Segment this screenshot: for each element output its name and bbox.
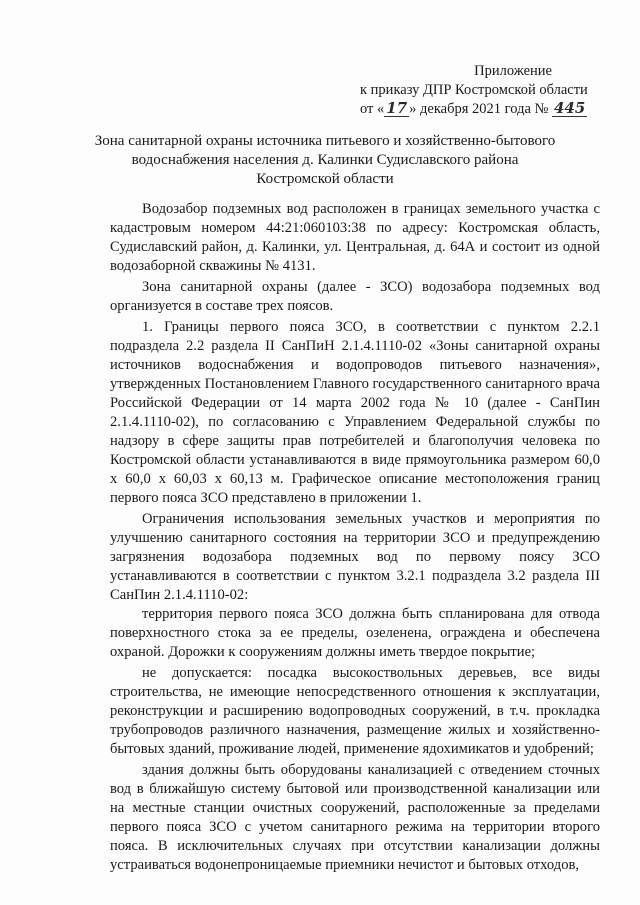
title-line-1: Зона санитарной охраны источника питьевого и хозяйственно-бытового <box>94 133 556 149</box>
order-date-line <box>360 100 610 119</box>
title-line-3: Костромской области <box>256 171 394 187</box>
handwritten-day: 17 <box>386 99 408 117</box>
date-prefix: от « <box>360 101 385 117</box>
paragraph-sewerage: здания должны быть оборудованы канализацией с отведением сточных вод в ближайшую систему бытовой или производственной канализации или на местные станции очистных сооружений, расположенные за пределами первого пояса ЗСО с учетом санитарного режима на территории второго пояса. В исключительных случаях при отсутствии канализации должны устраиваться водонепроницаемые приемники нечистот и бытовых отходов, <box>110 762 600 873</box>
appendix-label: Приложение <box>474 63 552 79</box>
paragraph-prohibitions: не допускается: посадка высокоствольных деревьев, все виды строительства, не имеющие непосредственного отношения к эксплуатации, реконструкции и расширению водопроводных сооружений, в т.ч. прокладка трубопроводов различного назначения, размещение жилых и хозяйственно-бытовых зданий, проживание людей, применение ядохимикатов и удобрений; <box>110 665 600 757</box>
paragraph-restrictions: Ограничения использования земельных участков и мероприятия по улучшению санитарного состояния на территории ЗСО и предупреждению загрязнения водозабора подземных вод по первому поясу ЗСО устанавливаются в соответствии с пунктом 3.2.1 подраздела 3.2 раздела III СанПин 2.1.4.1110-02: <box>110 511 600 603</box>
order-reference: к приказу ДПР Костромской области <box>360 82 588 98</box>
appendix-header <box>360 62 610 119</box>
title-line-2: водоснабжения населения д. Калинки Судиславского района <box>131 152 519 168</box>
paragraph-water-intake: Водозабор подземных вод расположен в границах земельного участка с кадастровым номером 44:21:060103:38 по адресу: Костромская область, Судиславский район, д. Калинки, ул. Центральная, д. 64А и состоит из одной водозаборной скважины № 4131. <box>110 201 600 274</box>
paragraph-first-zone-borders: 1. Границы первого пояса ЗСО, в соответствии с пунктом 2.2.1 подраздела 2.2 раздела II СанПиН 2.1.4.1110-02 «Зоны санитарной охраны источников водоснабжения и водопроводов питьевого назначения», утвержденных Постановлением Главного государственного санитарного врача Российской Федерации от 14 марта 2002 года № 10 (далее - СанПин 2.1.4.1110-02), по согласованию с Управлением Федеральной службы по надзору в сфере защиты прав потребителей и благополучия человека по Костромской области устанавливаются в виде прямоугольника размером 60,0 х 60,0 х 60,03 х 60,13 м. Графическое описание местоположения границ первого пояса ЗСО представлено в приложении 1. <box>110 319 600 506</box>
handwritten-order-number: 445 <box>553 99 586 117</box>
document-body <box>110 200 600 877</box>
paragraph-zso-zones: Зона санитарной охраны (далее - ЗСО) водозабора подземных вод организуется в составе трех поясов. <box>110 279 600 314</box>
document-title <box>90 132 560 189</box>
date-middle: » декабря 2021 года № <box>409 101 549 117</box>
paragraph-territory: территория первого пояса ЗСО должна быть спланирована для отвода поверхностного стока за ее пределы, озеленена, ограждена и обеспечена охраной. Дорожки к сооружениям должны иметь твердое покрытие; <box>110 606 600 660</box>
